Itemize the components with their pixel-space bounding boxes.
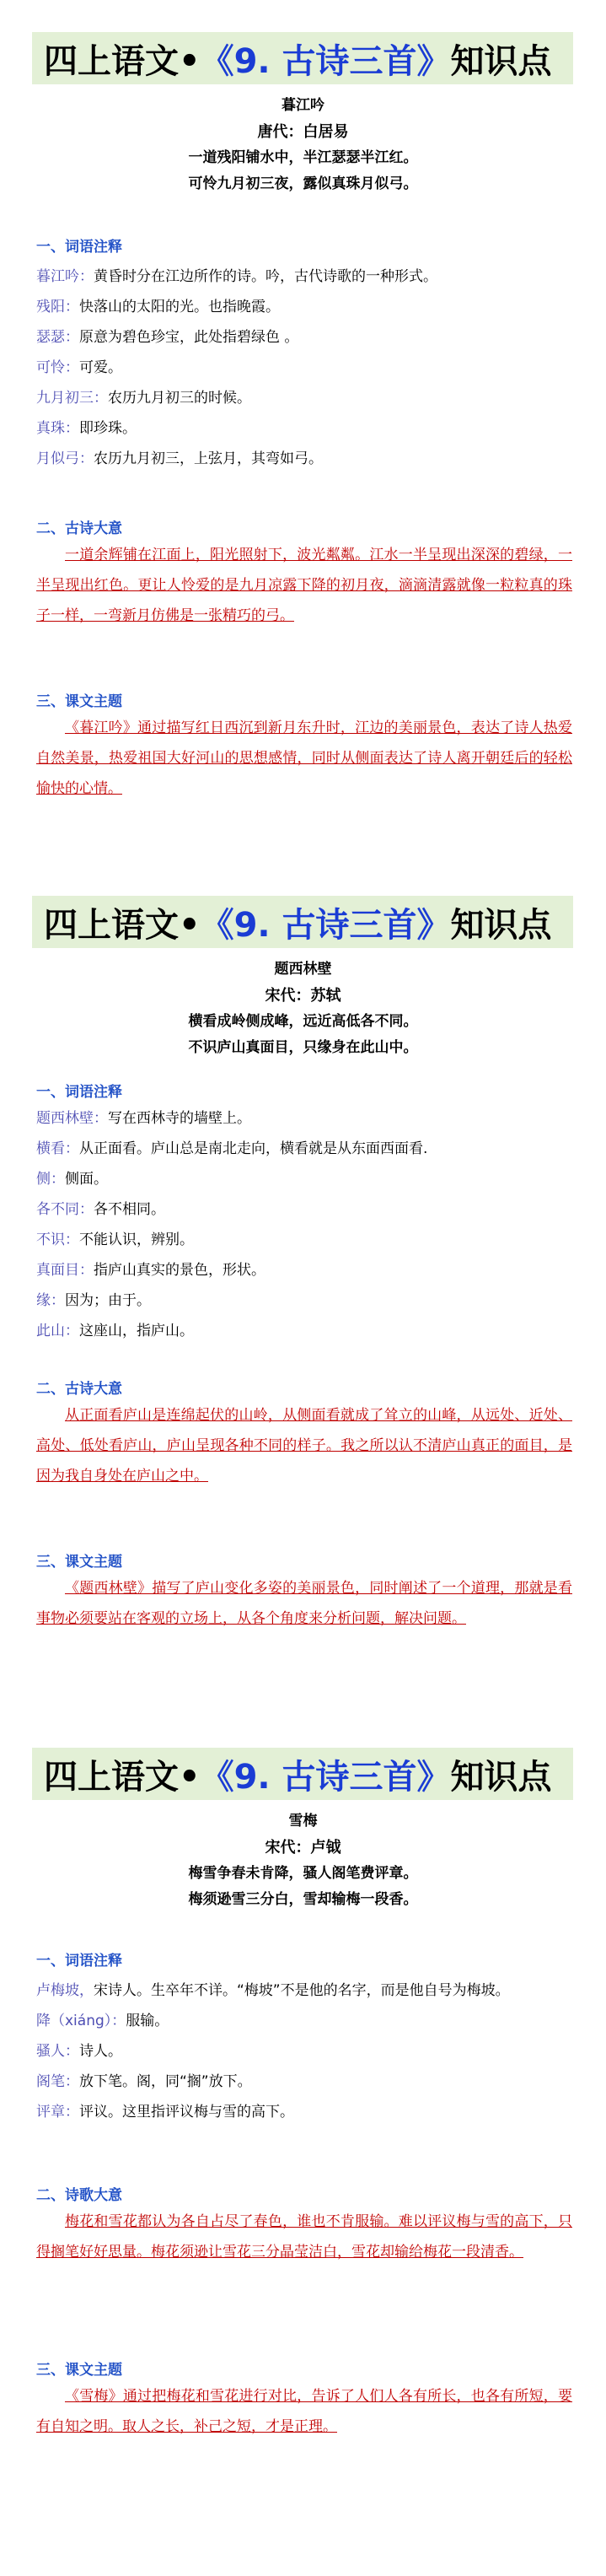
glossary-term: 卢梅坡， [36,1982,94,1999]
poem-line: 梅雪争春未肯降，骚人阁笔费评章。 [188,1865,418,1882]
card-1 [0,32,606,197]
poem-line: 一道残阳铺水中，半江瑟瑟半江红。 [188,149,418,166]
glossary-definition: 指庐山真实的景色，形状。 [94,1262,265,1279]
glossary-term: 侧： [36,1171,65,1188]
poem-line: 梅须逊雪三分白，雪却输梅一段香。 [188,1891,418,1908]
glossary-list [36,1103,572,1346]
poem-author: 宋代：苏轼 [265,987,341,1005]
glossary-definition: 农历九月初三，上弦月，其弯如弓。 [94,450,323,467]
glossary-definition: 因为；由于。 [65,1292,151,1309]
glossary-definition: 快落山的太阳的光。也指晚霞。 [79,299,280,315]
banner-tail: 知识点 [450,41,552,81]
glossary-definition: 即珍珠。 [79,420,137,437]
glossary-term: 月似弓： [36,450,94,467]
card-2-banner [32,896,573,948]
glossary-definition: 不能认识，辨别。 [79,1231,194,1248]
glossary-item [36,1255,572,1285]
glossary-term: 各不同： [36,1201,94,1218]
glossary-definition: 侧面。 [65,1171,108,1188]
glossary-definition: 宋诗人。生卒年不详。“梅坡”不是他的名字，而是他自号为梅坡。 [94,1982,510,1999]
banner-lead: 四上语文• [44,1757,201,1797]
glossary-definition: 各不相同。 [94,1201,165,1218]
glossary-item [36,353,572,383]
poem-line: 可怜九月初三夜，露似真珠月似弓。 [188,175,418,192]
section-heading-glossary: 一、词语注释 [36,239,122,256]
glossary-definition: 这座山，指庐山。 [79,1323,194,1339]
glossary-item [36,383,572,413]
glossary-term: 瑟瑟： [36,329,79,346]
glossary-term: 真珠： [36,420,79,437]
theme-paragraph: 《雪梅》通过把梅花和雪花进行对比，告诉了人们人各有所长，也各有所短，要有自知之明。取人之长，补己之短，才是正理。 [36,2388,572,2435]
glossary-term: 缘： [36,1292,65,1309]
glossary-term: 评章： [36,2104,79,2121]
section-heading-theme: 三、课文主题 [36,693,122,710]
poem-line: 不识庐山真面目，只缘身在此山中。 [188,1039,418,1056]
glossary-term: 此山： [36,1323,79,1339]
banner-lead: 四上语文• [44,41,201,81]
glossary-item [36,2097,572,2127]
glossary-item [36,1285,572,1316]
poem-meaning-paragraph: 一道余辉铺在江面上，阳光照射下，波光粼粼。江水一半呈现出深深的碧绿，一半呈现出红色。更让人怜爱的是九月凉露下降的初月夜，滴滴清露就像一粒粒真的珠子一样，一弯新月仿佛是一张精巧的弓。 [36,547,572,624]
glossary-item [36,1975,572,2006]
glossary-item [36,1316,572,1346]
poem-author: 唐代：白居易 [257,123,349,141]
card-3-banner [32,1748,573,1800]
glossary-definition: 农历九月初三的时候。 [108,390,251,407]
glossary-item [36,1225,572,1255]
glossary-term: 骚人： [36,2043,79,2060]
poem-block [0,1808,606,1913]
glossary-list [36,261,572,474]
section-heading-meaning: 二、古诗大意 [36,1381,122,1398]
banner-lesson-title: 《9. 古诗三首》 [200,1757,451,1797]
poem-meaning-paragraph: 从正面看庐山是连绵起伏的山岭，从侧面看就成了耸立的山峰，从远处、近处、高处、低处看庐山，庐山呈现各种不同的样子。我之所以认不清庐山真正的面目，是因为我自身处在庐山之中。 [36,1407,572,1485]
poem-block [0,93,606,197]
glossary-item [36,1103,572,1134]
glossary-term: 降（xiáng）： [36,2013,126,2029]
glossary-term: 横看： [36,1140,79,1157]
poem-meaning-paragraph: 梅花和雪花都认为各自占尽了春色，谁也不肯服输。难以评议梅与雪的高下，只得搁笔好好思量。梅花须逊让雪花三分晶莹洁白，雪花却输给梅花一段清香。 [36,2213,572,2261]
theme-paragraph: 《题西林壁》描写了庐山变化多姿的美丽景色，同时阐述了一个道理，那就是看事物必须要站在客观的立场上，从各个角度来分析问题，解决问题。 [36,1580,572,1627]
poem-title: 暮江吟 [282,97,324,114]
glossary-item [36,444,572,474]
glossary-definition: 黄昏时分在江边所作的诗。吟，古代诗歌的一种形式。 [94,268,437,285]
glossary-definition: 可爱。 [79,359,122,376]
glossary-term: 题西林壁： [36,1110,108,1127]
banner-lesson-title: 《9. 古诗三首》 [200,905,451,945]
poem-block [0,957,606,1061]
glossary-definition: 写在西林寺的墙壁上。 [108,1110,251,1127]
glossary-item [36,261,572,292]
banner-tail: 知识点 [450,1757,552,1797]
glossary-list [36,1975,572,2127]
glossary-term: 阁笔： [36,2073,79,2090]
glossary-term: 真面目： [36,1262,94,1279]
section-heading-theme: 三、课文主题 [36,1554,122,1571]
glossary-item [36,1134,572,1164]
section-heading-glossary: 一、词语注释 [36,1084,122,1101]
poem-author: 宋代：卢钺 [265,1839,341,1857]
section-heading-meaning: 二、诗歌大意 [36,2187,122,2204]
glossary-definition: 服输。 [126,2013,169,2029]
glossary-term: 不识： [36,1231,79,1248]
glossary-definition: 评议。这里指评议梅与雪的高下。 [79,2104,294,2121]
poem-title: 题西林壁 [274,961,332,978]
banner-tail: 知识点 [450,905,552,945]
glossary-term: 九月初三： [36,390,108,407]
glossary-term: 可怜： [36,359,79,376]
section-heading-meaning: 二、古诗大意 [36,520,122,537]
card-2 [0,896,606,1061]
glossary-term: 暮江吟： [36,268,94,285]
glossary-item [36,2036,572,2067]
poem-line: 横看成岭侧成峰，远近高低各不同。 [188,1013,418,1030]
section-heading-glossary: 一、词语注释 [36,1953,122,1970]
poem-title: 雪梅 [288,1813,318,1830]
glossary-definition: 原意为碧色珍宝，此处指碧绿色 。 [79,329,299,346]
banner-lesson-title: 《9. 古诗三首》 [200,41,451,81]
glossary-definition: 放下笔。阁，同“搁”放下。 [79,2073,252,2090]
glossary-item [36,2067,572,2097]
card-3 [0,1748,606,1913]
glossary-definition: 诗人。 [79,2043,122,2060]
section-heading-theme: 三、课文主题 [36,2362,122,2379]
card-1-banner [32,32,573,84]
glossary-item [36,322,572,353]
glossary-item [36,292,572,322]
glossary-definition: 从正面看。庐山总是南北走向，横看就是从东面西面看. [79,1140,428,1157]
glossary-item [36,2006,572,2036]
glossary-term: 残阳： [36,299,79,315]
banner-lead: 四上语文• [44,905,201,945]
glossary-item [36,1194,572,1225]
glossary-item [36,413,572,444]
theme-paragraph: 《暮江吟》通过描写红日西沉到新月东升时，江边的美丽景色，表达了诗人热爱自然美景，热爱祖国大好河山的思想感情，同时从侧面表达了诗人离开朝廷后的轻松愉快的心情。 [36,719,572,797]
glossary-item [36,1164,572,1194]
